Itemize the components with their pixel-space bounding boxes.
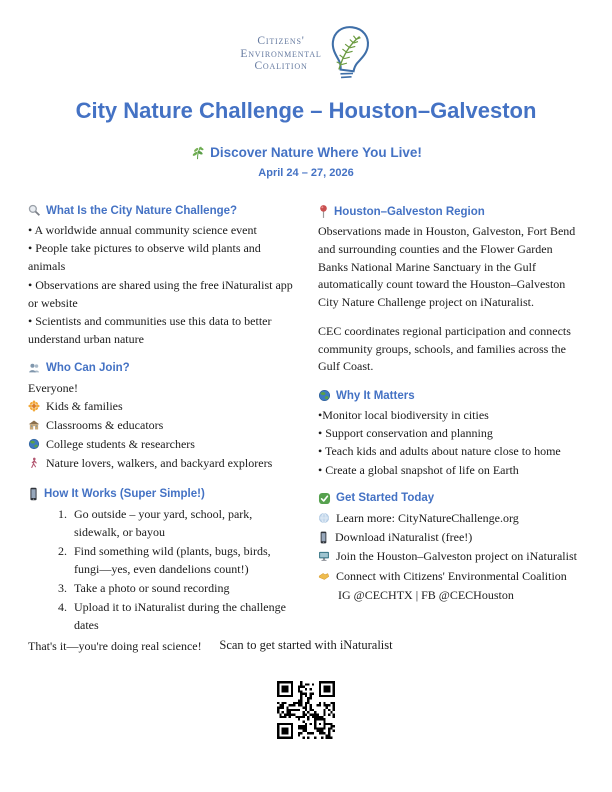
magnifier-icon <box>28 204 41 217</box>
heading-text: What Is the City Nature Challenge? <box>46 204 238 217</box>
heading-text: Who Can Join? <box>46 362 130 375</box>
logo <box>0 0 612 84</box>
heading-text: Why It Matters <box>336 389 415 402</box>
logo-text-line: Environmental <box>240 47 322 60</box>
section-heading <box>318 204 584 219</box>
how-steps-list <box>28 505 294 634</box>
lightbulb-fern-icon <box>326 24 372 84</box>
list-item <box>28 435 294 454</box>
item-label: Nature lovers, walkers, and backyard explorers <box>46 456 273 471</box>
handshake-icon <box>318 570 330 582</box>
list-item <box>318 547 584 566</box>
item-label: College students & researchers <box>46 437 195 452</box>
section-how-it-works <box>28 487 294 655</box>
walker-icon <box>28 457 40 469</box>
subtitle-text: Discover Nature Where You Live! <box>210 145 422 160</box>
earth-globe-icon <box>318 389 331 402</box>
phone-icon <box>28 487 39 501</box>
how-outro: That's it—you're doing real science! <box>28 638 202 653</box>
logo-text-line: Coalition <box>254 60 308 73</box>
section-heading <box>28 362 294 375</box>
left-column <box>28 204 294 655</box>
social-handles: IG @CECHTX | FB @CECHouston <box>338 587 514 602</box>
step-item: 3. Take a photo or sound recording <box>70 579 294 597</box>
section-heading <box>318 389 584 402</box>
two-column-body <box>0 204 612 655</box>
list-item <box>28 416 294 435</box>
section-heading <box>318 492 584 505</box>
step-item: 4. Upload it to iNaturalist during the challenge dates <box>70 598 294 634</box>
page-title: City Nature Challenge – Houston–Galveston <box>75 98 537 123</box>
bullet-line: • A worldwide annual community science event <box>28 223 257 237</box>
section-what-is <box>28 204 294 349</box>
who-intro: Everyone! <box>28 380 78 395</box>
right-column <box>318 204 584 655</box>
heading-text: How It Works (Super Simple!) <box>44 487 205 500</box>
bullet-line: •Monitor local biodiversity in cities <box>318 408 489 422</box>
list-item <box>28 454 294 473</box>
logo-text-line: Citizens' <box>257 34 305 47</box>
qr-code <box>277 681 335 739</box>
list-item <box>318 528 584 547</box>
item-label: Learn more: CityNatureChallenge.org <box>336 510 519 525</box>
list-item <box>28 397 294 416</box>
scan-caption: Scan to get started with iNaturalist <box>219 638 393 652</box>
bullet-line: • Scientists and communities use this data to better understand urban nature <box>28 314 272 347</box>
flower-icon <box>28 400 40 412</box>
bullet-line: • Observations are shared using the free iNaturalist app or website <box>28 277 293 310</box>
step-item: 1. Go outside – your yard, school, park, sidewalk, or bayou <box>70 505 294 541</box>
item-label: Download iNaturalist (free!) <box>335 530 473 545</box>
section-heading <box>28 487 294 501</box>
step-item: 2. Find something wild (plants, bugs, birds, fungi—yes, even dandelions count!) <box>70 542 294 578</box>
section-heading <box>28 204 294 217</box>
bullet-line: • Support conservation and planning <box>318 426 493 441</box>
paragraph: Observations made in Houston, Galveston, Fort Bend and surrounding counties and the Flower Garden Banks National Marine Sanctuary in the Gulf automatically count toward the Houston–Galveston City Nature Challenge project on iNaturalist. <box>318 224 576 309</box>
item-label: Classrooms & educators <box>46 418 164 433</box>
footer <box>0 638 612 739</box>
item-label: Connect with Citizens' Environmental Coalition <box>336 568 567 583</box>
pushpin-icon <box>318 204 329 219</box>
web-globe-icon <box>318 512 330 524</box>
computer-icon <box>318 550 330 562</box>
list-item <box>318 509 584 528</box>
phone-icon <box>318 531 329 544</box>
globe-icon <box>28 438 40 450</box>
list-item <box>318 567 584 586</box>
bullet-line: • Teach kids and adults about nature close to home <box>318 444 561 459</box>
bullet-line: • People take pictures to observe wild plants and animals <box>28 241 261 274</box>
paragraph: CEC coordinates regional participation and connects community groups, schools, and families across the Gulf Coast. <box>318 323 571 374</box>
section-get-started <box>318 492 584 604</box>
heading-text: Get Started Today <box>336 492 435 505</box>
event-dates: April 24 – 27, 2026 <box>258 167 354 179</box>
logo-text <box>240 35 321 74</box>
people-icon <box>28 362 41 375</box>
section-region <box>318 204 584 376</box>
subtitle <box>0 145 612 160</box>
section-who-can-join <box>28 362 294 474</box>
heading-text: Houston–Galveston Region <box>334 205 485 218</box>
herb-icon <box>190 145 205 160</box>
item-label: Kids & families <box>46 398 123 413</box>
bullet-line: • Create a global snapshot of life on Earth <box>318 462 519 477</box>
school-icon <box>28 419 40 431</box>
item-label: Join the Houston–Galveston project on iNaturalist <box>336 549 577 564</box>
section-why-it-matters <box>318 389 584 479</box>
check-icon <box>318 492 331 505</box>
